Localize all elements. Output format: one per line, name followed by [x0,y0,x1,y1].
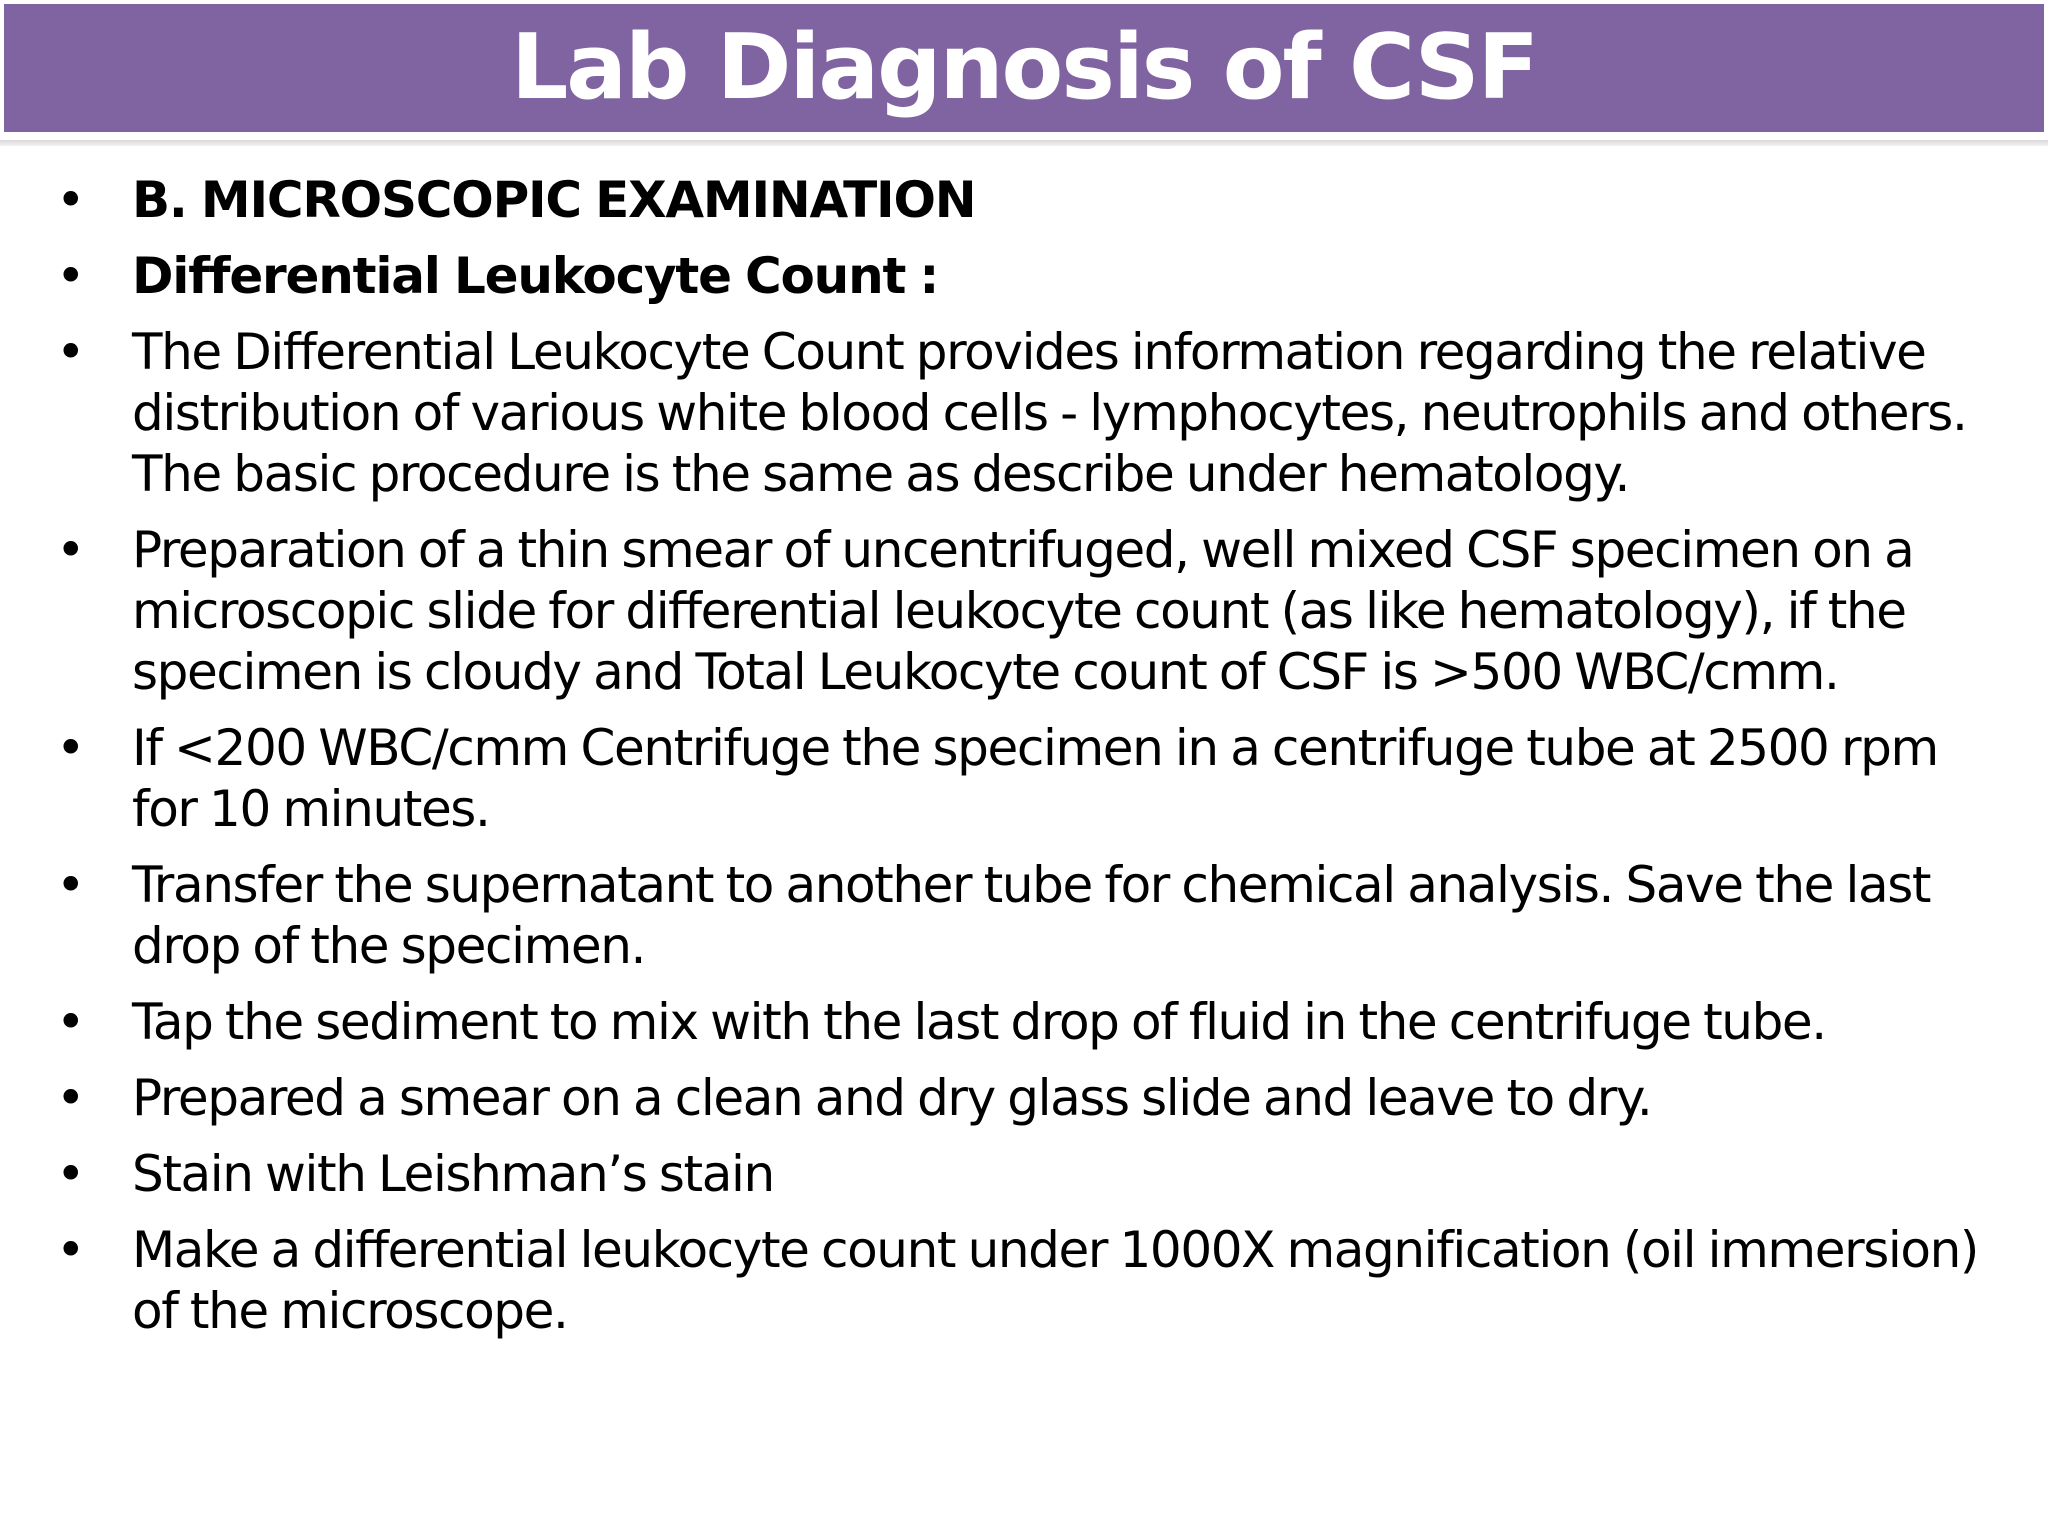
bullet-text: Tap the sediment to mix with the last drop of fluid in the centrifuge tube. [132,993,1826,1051]
bullet-item [0,520,2048,703]
bullet-dot: • [56,323,85,381]
bullet-item [0,170,2048,231]
bullet-text: If <200 WBC/cmm Centrifuge the specimen in a centrifuge tube at 2500 rpm for 10 minutes. [132,719,1938,838]
bullet-item [0,855,2048,977]
bullet-dot: • [56,993,85,1051]
title-divider [0,140,2048,146]
bullet-dot: • [56,1221,85,1279]
bullet-text: Differential Leukocyte Count : [132,247,939,305]
bullet-item [0,718,2048,840]
bullet-dot: • [56,1145,85,1203]
bullet-dot: • [56,171,85,229]
bullet-text: The Differential Leukocyte Count provides information regarding the relative distribution of various white blood cells - lymphocytes, neutrophils and others. The basic procedure is the same as describe under hematology. [132,323,1967,503]
bullet-text: B. MICROSCOPIC EXAMINATION [132,171,976,229]
bullet-text: Prepared a smear on a clean and dry glass slide and leave to dry. [132,1069,1652,1127]
bullet-item [0,1068,2048,1129]
bullet-list [0,170,2048,1357]
bullet-dot: • [56,247,85,305]
bullet-text: Transfer the supernatant to another tube for chemical analysis. Save the last drop of the specimen. [132,856,1931,975]
bullet-dot: • [56,719,85,777]
bullet-item [0,246,2048,307]
bullet-dot: • [56,521,85,579]
bullet-text: Stain with Leishman’s stain [132,1145,774,1203]
bullet-item [0,1220,2048,1342]
bullet-dot: • [56,856,85,914]
bullet-item [0,992,2048,1053]
bullet-text: Preparation of a thin smear of uncentrifuged, well mixed CSF specimen on a microscopic slide for differential leukocyte count (as like hematology), if the specimen is cloudy and Total Leukocyte count of CSF is >500 WBC/cmm. [132,521,1914,701]
bullet-dot: • [56,1069,85,1127]
bullet-text: Make a differential leukocyte count under 1000X magnification (oil immersion) of the microscope. [132,1221,1978,1340]
bullet-item [0,1144,2048,1205]
title-bar [4,4,2044,132]
bullet-item [0,322,2048,505]
slide-title: Lab Diagnosis of CSF [510,15,1538,120]
